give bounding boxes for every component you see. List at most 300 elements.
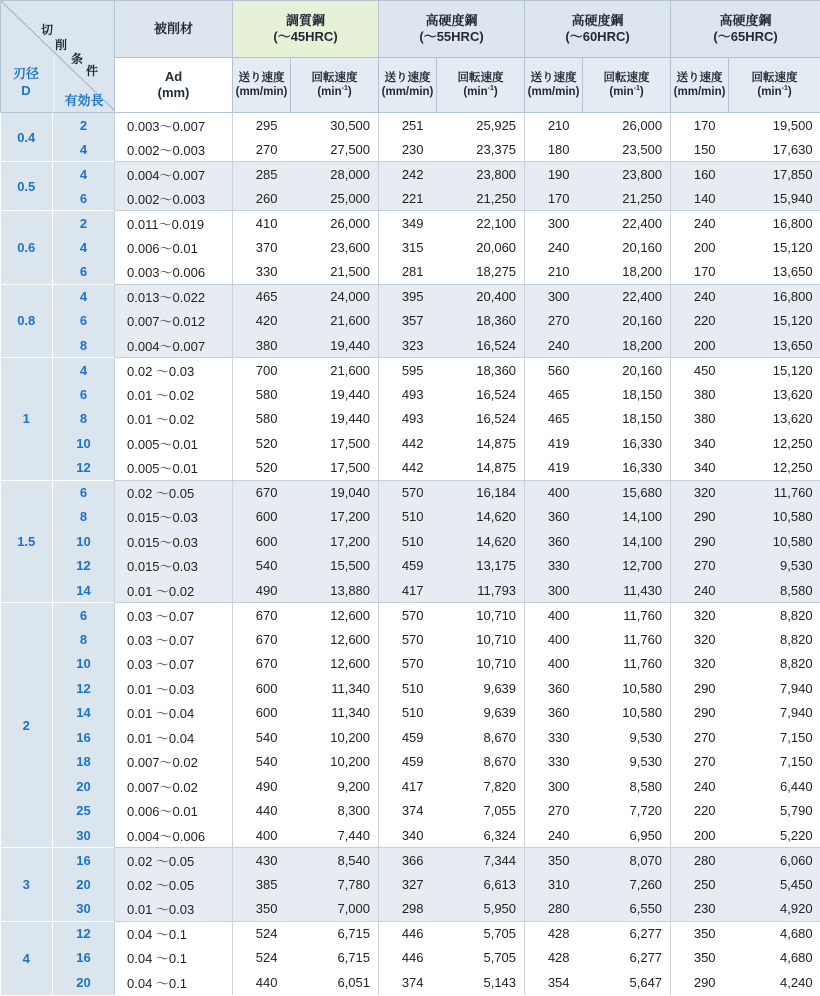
- feed-rate-cell: 420: [233, 309, 291, 334]
- corner-header: [1, 1, 115, 113]
- length-cell: 4: [53, 235, 115, 260]
- ad-cell: 0.04 ～0.1: [115, 946, 233, 971]
- rotation-speed-cell: 16,524: [437, 407, 525, 432]
- table-row: [1, 382, 820, 407]
- feed-rate-cell: 300: [525, 774, 583, 799]
- feed-rate-cell: 298: [379, 897, 437, 922]
- rotation-speed-header: 回転速度 $(\min^{-1})$: [729, 58, 820, 113]
- feed-rate-cell: 510: [379, 505, 437, 530]
- table-row: [1, 627, 820, 652]
- feed-rate-cell: 280: [525, 897, 583, 922]
- feed-rate-cell: 440: [233, 970, 291, 995]
- ad-cell: 0.002～0.003: [115, 137, 233, 162]
- rotation-speed-cell: 4,920: [729, 897, 820, 922]
- length-cell: 6: [53, 480, 115, 505]
- feed-rate-cell: 374: [379, 799, 437, 824]
- feed-rate-cell: 510: [379, 676, 437, 701]
- rotation-speed-cell: 15,500: [291, 554, 379, 579]
- rotation-speed-cell: 9,530: [729, 554, 820, 579]
- ad-cell: 0.015～0.03: [115, 505, 233, 530]
- table-row: [1, 137, 820, 162]
- feed-rate-cell: 400: [525, 652, 583, 677]
- rotation-speed-cell: 7,260: [583, 872, 671, 897]
- feed-rate-cell: 395: [379, 284, 437, 309]
- rotation-speed-cell: 11,340: [291, 676, 379, 701]
- rotation-speed-cell: 25,000: [291, 186, 379, 211]
- diameter-cell: 0.8: [1, 284, 53, 358]
- feed-rate-cell: 400: [525, 603, 583, 628]
- table-row: [1, 603, 820, 628]
- rotation-speed-cell: 5,790: [729, 799, 820, 824]
- length-cell: 20: [53, 872, 115, 897]
- rotation-speed-cell: 20,400: [437, 284, 525, 309]
- table-row: [1, 333, 820, 358]
- rotation-speed-cell: 16,800: [729, 211, 820, 236]
- feed-rate-cell: 323: [379, 333, 437, 358]
- rotation-speed-cell: 21,600: [291, 358, 379, 383]
- rotation-speed-cell: 26,000: [583, 113, 671, 138]
- rotation-speed-cell: 13,880: [291, 578, 379, 603]
- length-cell: 4: [53, 284, 115, 309]
- feed-rate-cell: 180: [525, 137, 583, 162]
- feed-rate-cell: 240: [671, 774, 729, 799]
- feed-rate-cell: 417: [379, 578, 437, 603]
- rotation-speed-cell: 10,580: [583, 676, 671, 701]
- rotation-speed-cell: 10,200: [291, 750, 379, 775]
- table-row: [1, 578, 820, 603]
- rotation-speed-cell: 13,175: [437, 554, 525, 579]
- feed-rate-cell: 450: [671, 358, 729, 383]
- rotation-speed-cell: 15,120: [729, 309, 820, 334]
- table-row: [1, 309, 820, 334]
- feed-rate-cell: 360: [525, 529, 583, 554]
- rotation-speed-cell: 15,120: [729, 235, 820, 260]
- rotation-speed-cell: 18,150: [583, 407, 671, 432]
- feed-rate-cell: 428: [525, 921, 583, 946]
- length-cell: 2: [53, 211, 115, 236]
- feed-rate-header: 送り速度 (mm/min): [525, 58, 583, 113]
- corner-cond-char: 切: [41, 23, 54, 37]
- rotation-speed-cell: 10,710: [437, 603, 525, 628]
- rotation-speed-cell: 12,700: [583, 554, 671, 579]
- length-cell: 30: [53, 897, 115, 922]
- table-row: [1, 284, 820, 309]
- feed-rate-header: 送り速度 (mm/min): [233, 58, 291, 113]
- workpiece-label: 被削材: [115, 1, 233, 58]
- rotation-speed-cell: 18,200: [583, 333, 671, 358]
- rotation-speed-cell: 6,060: [729, 848, 820, 873]
- table-row: [1, 725, 820, 750]
- rotation-speed-cell: 20,060: [437, 235, 525, 260]
- corner-cond-char: 削: [55, 38, 68, 52]
- length-cell: 25: [53, 799, 115, 824]
- rotation-speed-cell: 5,950: [437, 897, 525, 922]
- diameter-cell: 1.5: [1, 480, 53, 603]
- ad-cell: 0.007～0.02: [115, 750, 233, 775]
- rotation-speed-cell: 8,580: [729, 578, 820, 603]
- rotation-speed-cell: 8,820: [729, 627, 820, 652]
- length-cell: 6: [53, 309, 115, 334]
- feed-rate-cell: 242: [379, 162, 437, 187]
- feed-rate-cell: 580: [233, 382, 291, 407]
- rotation-speed-cell: 6,715: [291, 921, 379, 946]
- feed-rate-cell: 210: [525, 113, 583, 138]
- diameter-cell: 4: [1, 921, 53, 995]
- length-cell: 4: [53, 162, 115, 187]
- feed-rate-cell: 170: [671, 260, 729, 285]
- ad-cell: 0.007～0.02: [115, 774, 233, 799]
- rotation-speed-cell: 22,400: [583, 284, 671, 309]
- table-row: [1, 186, 820, 211]
- feed-rate-cell: 285: [233, 162, 291, 187]
- length-cell: 20: [53, 774, 115, 799]
- length-label: 有効長: [64, 93, 104, 108]
- ad-cell: 0.003～0.007: [115, 113, 233, 138]
- rotation-speed-cell: 18,360: [437, 358, 525, 383]
- feed-rate-cell: 240: [671, 578, 729, 603]
- rotation-speed-cell: 22,400: [583, 211, 671, 236]
- length-cell: 6: [53, 382, 115, 407]
- table-row: [1, 872, 820, 897]
- feed-rate-cell: 442: [379, 456, 437, 481]
- table-row: [1, 848, 820, 873]
- ad-cell: 0.01 ～0.02: [115, 407, 233, 432]
- feed-rate-cell: 270: [671, 725, 729, 750]
- table-row: [1, 921, 820, 946]
- length-cell: 10: [53, 652, 115, 677]
- rotation-speed-cell: 5,450: [729, 872, 820, 897]
- ad-cell: 0.005～0.01: [115, 431, 233, 456]
- ad-cell: 0.01 ～0.02: [115, 382, 233, 407]
- feed-rate-cell: 465: [525, 407, 583, 432]
- rotation-speed-cell: 19,040: [291, 480, 379, 505]
- rotation-speed-cell: 7,344: [437, 848, 525, 873]
- feed-rate-header: 送り速度 (mm/min): [671, 58, 729, 113]
- feed-rate-cell: 270: [671, 750, 729, 775]
- rotation-speed-cell: 19,440: [291, 382, 379, 407]
- length-cell: 6: [53, 260, 115, 285]
- rotation-speed-cell: 6,613: [437, 872, 525, 897]
- diameter-cell: 0.6: [1, 211, 53, 285]
- feed-rate-cell: 240: [671, 211, 729, 236]
- rotation-speed-cell: 16,524: [437, 382, 525, 407]
- feed-rate-cell: 350: [671, 946, 729, 971]
- rotation-speed-cell: 23,500: [583, 137, 671, 162]
- length-cell: 20: [53, 970, 115, 995]
- table-row: [1, 529, 820, 554]
- feed-rate-cell: 459: [379, 725, 437, 750]
- length-cell: 30: [53, 823, 115, 848]
- feed-rate-cell: 270: [671, 554, 729, 579]
- feed-rate-cell: 250: [671, 872, 729, 897]
- feed-rate-cell: 459: [379, 750, 437, 775]
- ad-cell: 0.02 ～0.03: [115, 358, 233, 383]
- rotation-speed-cell: 10,710: [437, 627, 525, 652]
- rotation-speed-cell: 6,715: [291, 946, 379, 971]
- length-cell: 12: [53, 676, 115, 701]
- rotation-speed-cell: 6,950: [583, 823, 671, 848]
- length-cell: 14: [53, 578, 115, 603]
- table-row: [1, 676, 820, 701]
- rotation-speed-cell: 10,710: [437, 652, 525, 677]
- feed-rate-cell: 320: [671, 652, 729, 677]
- feed-rate-cell: 410: [233, 211, 291, 236]
- feed-rate-cell: 270: [525, 309, 583, 334]
- rotation-speed-cell: 6,324: [437, 823, 525, 848]
- material-header-1: 調質鋼 (～45HRC): [233, 1, 379, 58]
- table-row: [1, 456, 820, 481]
- rotation-speed-cell: 14,100: [583, 505, 671, 530]
- feed-rate-cell: 380: [233, 333, 291, 358]
- rotation-speed-cell: 11,340: [291, 701, 379, 726]
- table-row: [1, 750, 820, 775]
- rotation-speed-cell: 25,925: [437, 113, 525, 138]
- feed-rate-cell: 524: [233, 946, 291, 971]
- feed-rate-cell: 320: [671, 603, 729, 628]
- feed-rate-cell: 357: [379, 309, 437, 334]
- feed-rate-cell: 220: [671, 799, 729, 824]
- feed-rate-cell: 270: [525, 799, 583, 824]
- feed-rate-cell: 419: [525, 456, 583, 481]
- rotation-speed-cell: 14,875: [437, 456, 525, 481]
- table-row: [1, 480, 820, 505]
- rotation-speed-cell: 10,580: [729, 505, 820, 530]
- rotation-speed-cell: 8,820: [729, 603, 820, 628]
- rotation-speed-cell: 10,580: [729, 529, 820, 554]
- rotation-speed-cell: 23,800: [437, 162, 525, 187]
- feed-rate-cell: 670: [233, 627, 291, 652]
- rotation-speed-cell: 14,620: [437, 529, 525, 554]
- feed-rate-cell: 290: [671, 701, 729, 726]
- feed-rate-cell: 540: [233, 750, 291, 775]
- feed-rate-cell: 170: [525, 186, 583, 211]
- rotation-speed-cell: 7,150: [729, 725, 820, 750]
- rotation-speed-cell: 7,780: [291, 872, 379, 897]
- feed-rate-cell: 295: [233, 113, 291, 138]
- diameter-cell: 1: [1, 358, 53, 481]
- rotation-speed-cell: 10,200: [291, 725, 379, 750]
- rotation-speed-cell: 20,160: [583, 235, 671, 260]
- ad-cell: 0.03 ～0.07: [115, 627, 233, 652]
- feed-rate-cell: 315: [379, 235, 437, 260]
- feed-rate-cell: 230: [379, 137, 437, 162]
- feed-rate-cell: 270: [233, 137, 291, 162]
- diameter-cell: 3: [1, 848, 53, 922]
- rotation-speed-cell: 28,000: [291, 162, 379, 187]
- feed-rate-cell: 600: [233, 529, 291, 554]
- rotation-speed-cell: 4,240: [729, 970, 820, 995]
- ad-cell: 0.015～0.03: [115, 529, 233, 554]
- rotation-speed-cell: 13,620: [729, 407, 820, 432]
- feed-rate-cell: 300: [525, 284, 583, 309]
- rotation-speed-cell: 30,500: [291, 113, 379, 138]
- rotation-speed-cell: 7,055: [437, 799, 525, 824]
- feed-rate-cell: 210: [525, 260, 583, 285]
- rotation-speed-cell: 24,000: [291, 284, 379, 309]
- table-row: [1, 162, 820, 187]
- length-cell: 18: [53, 750, 115, 775]
- feed-rate-cell: 493: [379, 407, 437, 432]
- length-cell: 12: [53, 456, 115, 481]
- rotation-speed-cell: 4,680: [729, 946, 820, 971]
- feed-rate-cell: 520: [233, 456, 291, 481]
- rotation-speed-cell: 9,639: [437, 701, 525, 726]
- rotation-speed-cell: 11,430: [583, 578, 671, 603]
- feed-rate-cell: 700: [233, 358, 291, 383]
- feed-rate-cell: 340: [379, 823, 437, 848]
- ad-cell: 0.002～0.003: [115, 186, 233, 211]
- rotation-speed-cell: 4,680: [729, 921, 820, 946]
- rotation-speed-cell: 16,524: [437, 333, 525, 358]
- ad-cell: 0.03 ～0.07: [115, 652, 233, 677]
- ad-cell: 0.01 ～0.02: [115, 578, 233, 603]
- feed-rate-cell: 570: [379, 603, 437, 628]
- feed-rate-cell: 160: [671, 162, 729, 187]
- feed-rate-cell: 140: [671, 186, 729, 211]
- table-body: [1, 113, 820, 995]
- length-cell: 16: [53, 848, 115, 873]
- rotation-speed-cell: 14,875: [437, 431, 525, 456]
- feed-rate-cell: 595: [379, 358, 437, 383]
- feed-rate-cell: 510: [379, 701, 437, 726]
- feed-rate-cell: 459: [379, 554, 437, 579]
- feed-rate-cell: 200: [671, 823, 729, 848]
- table-row: [1, 358, 820, 383]
- material-header-4: 高硬度鋼 (～65HRC): [671, 1, 820, 58]
- feed-rate-cell: 300: [525, 578, 583, 603]
- feed-rate-cell: 670: [233, 603, 291, 628]
- rotation-speed-cell: 8,070: [583, 848, 671, 873]
- rotation-speed-cell: 9,530: [583, 725, 671, 750]
- feed-rate-cell: 600: [233, 701, 291, 726]
- feed-rate-cell: 340: [671, 431, 729, 456]
- rotation-speed-cell: 7,820: [437, 774, 525, 799]
- feed-rate-cell: 327: [379, 872, 437, 897]
- rotation-speed-cell: 9,639: [437, 676, 525, 701]
- rotation-speed-cell: 14,100: [583, 529, 671, 554]
- feed-rate-cell: 281: [379, 260, 437, 285]
- feed-rate-cell: 330: [525, 725, 583, 750]
- rotation-speed-cell: 8,540: [291, 848, 379, 873]
- rotation-speed-cell: 18,200: [583, 260, 671, 285]
- feed-rate-cell: 580: [233, 407, 291, 432]
- feed-rate-cell: 428: [525, 946, 583, 971]
- feed-rate-cell: 340: [671, 456, 729, 481]
- feed-rate-cell: 230: [671, 897, 729, 922]
- length-cell: 6: [53, 603, 115, 628]
- table-row: [1, 407, 820, 432]
- length-cell: 8: [53, 333, 115, 358]
- feed-rate-cell: 330: [525, 554, 583, 579]
- ad-cell: 0.011～0.019: [115, 211, 233, 236]
- rotation-speed-cell: 7,150: [729, 750, 820, 775]
- feed-rate-cell: 240: [671, 284, 729, 309]
- table-row: [1, 211, 820, 236]
- rotation-speed-cell: 18,275: [437, 260, 525, 285]
- feed-rate-cell: 490: [233, 774, 291, 799]
- ad-cell: 0.01 ～0.03: [115, 897, 233, 922]
- feed-rate-cell: 220: [671, 309, 729, 334]
- feed-rate-cell: 300: [525, 211, 583, 236]
- feed-rate-cell: 221: [379, 186, 437, 211]
- rotation-speed-cell: 16,184: [437, 480, 525, 505]
- ad-header: Ad (mm): [115, 58, 233, 113]
- rotation-speed-cell: 17,500: [291, 431, 379, 456]
- length-cell: 12: [53, 554, 115, 579]
- table-row: [1, 113, 820, 138]
- rotation-speed-cell: 12,600: [291, 603, 379, 628]
- feed-rate-cell: 240: [525, 333, 583, 358]
- ad-cell: 0.003～0.006: [115, 260, 233, 285]
- table-row: [1, 652, 820, 677]
- rotation-speed-cell: 20,160: [583, 358, 671, 383]
- feed-rate-cell: 290: [671, 676, 729, 701]
- rotation-speed-cell: 11,760: [729, 480, 820, 505]
- feed-rate-cell: 524: [233, 921, 291, 946]
- rotation-speed-cell: 5,143: [437, 970, 525, 995]
- rotation-speed-cell: 11,760: [583, 627, 671, 652]
- feed-rate-cell: 320: [671, 627, 729, 652]
- rotation-speed-header: 回転速度 $(\min^{-1})$: [291, 58, 379, 113]
- rotation-speed-cell: 5,220: [729, 823, 820, 848]
- length-cell: 12: [53, 921, 115, 946]
- rotation-speed-cell: 7,940: [729, 676, 820, 701]
- rotation-speed-cell: 20,160: [583, 309, 671, 334]
- table-row: [1, 235, 820, 260]
- feed-rate-header: 送り速度 (mm/min): [379, 58, 437, 113]
- feed-rate-cell: 366: [379, 848, 437, 873]
- feed-rate-cell: 350: [233, 897, 291, 922]
- rotation-speed-cell: 26,000: [291, 211, 379, 236]
- rotation-speed-cell: 17,630: [729, 137, 820, 162]
- rotation-speed-cell: 23,800: [583, 162, 671, 187]
- rotation-speed-cell: 6,051: [291, 970, 379, 995]
- rotation-speed-cell: 5,705: [437, 946, 525, 971]
- rotation-speed-cell: 23,375: [437, 137, 525, 162]
- ad-cell: 0.02 ～0.05: [115, 480, 233, 505]
- feed-rate-cell: 350: [525, 848, 583, 873]
- rotation-speed-cell: 8,300: [291, 799, 379, 824]
- length-cell: 16: [53, 725, 115, 750]
- diameter-cell: 0.5: [1, 162, 53, 211]
- rotation-speed-cell: 21,600: [291, 309, 379, 334]
- rotation-speed-cell: 5,705: [437, 921, 525, 946]
- rotation-speed-cell: 12,600: [291, 627, 379, 652]
- feed-rate-cell: 510: [379, 529, 437, 554]
- feed-rate-cell: 400: [525, 627, 583, 652]
- feed-rate-cell: 600: [233, 505, 291, 530]
- feed-rate-cell: 190: [525, 162, 583, 187]
- rotation-speed-cell: 16,330: [583, 456, 671, 481]
- feed-rate-cell: 374: [379, 970, 437, 995]
- rotation-speed-cell: 6,277: [583, 921, 671, 946]
- table-row: [1, 799, 820, 824]
- material-header-3: 高硬度鋼 (～60HRC): [525, 1, 671, 58]
- ad-cell: 0.04 ～0.1: [115, 970, 233, 995]
- ad-cell: 0.013～0.022: [115, 284, 233, 309]
- rotation-speed-cell: 12,600: [291, 652, 379, 677]
- rotation-speed-cell: 10,580: [583, 701, 671, 726]
- ad-cell: 0.01 ～0.04: [115, 725, 233, 750]
- table-row: [1, 260, 820, 285]
- feed-rate-cell: 465: [525, 382, 583, 407]
- table-row: [1, 774, 820, 799]
- ad-cell: 0.015～0.03: [115, 554, 233, 579]
- feed-rate-cell: 670: [233, 480, 291, 505]
- feed-rate-cell: 354: [525, 970, 583, 995]
- feed-rate-cell: 400: [233, 823, 291, 848]
- feed-rate-cell: 440: [233, 799, 291, 824]
